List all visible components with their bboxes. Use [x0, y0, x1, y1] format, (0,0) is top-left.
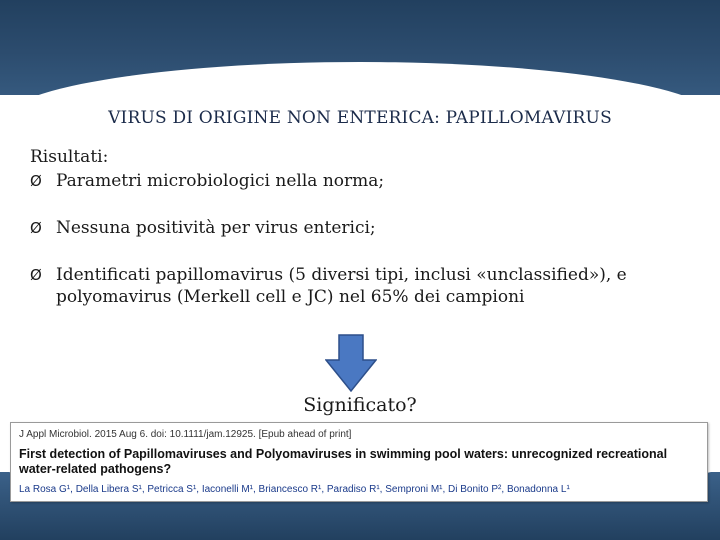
- citation-screenshot: [10, 422, 708, 502]
- citation-title: First detection of Papillomaviruses and Polyomaviruses in swimming pool waters: unrecognized recreational water-related pathogens?: [19, 447, 668, 476]
- arrow-bullet-icon: Ø: [30, 172, 42, 190]
- bullet-text: Nessuna positività per virus enterici;: [56, 218, 376, 238]
- arrow-bullet-icon: Ø: [30, 219, 42, 237]
- bullet-text: Identificati papillomavirus (5 diversi tipi, inclusi «unclassified»), e polyomavirus (Merkell cell e JC) nel 65% dei campioni: [56, 265, 627, 307]
- down-arrow-icon: [325, 334, 377, 392]
- bullet-item: [30, 264, 700, 308]
- citation-journal: J Appl Microbiol. 2015 Aug 6. doi: 10.1111/jam.12925. [Epub ahead of print]: [19, 429, 352, 440]
- bullet-text: Parametri microbiologici nella norma;: [56, 171, 385, 191]
- citation-authors[interactable]: La Rosa G¹, Della Libera S¹, Petricca S¹, Iaconelli M¹, Briancesco R¹, Paradiso R¹, Semproni M¹, Di Bonito P², Bonadonna L¹: [19, 484, 570, 495]
- bullet-item: [30, 170, 700, 192]
- slide-title: VIRUS DI ORIGINE NON ENTERICA: PAPILLOMAVIRUS: [108, 108, 612, 128]
- arrow-bullet-icon: Ø: [30, 266, 42, 284]
- results-label: Risultati:: [30, 147, 109, 167]
- question-text: Significato?: [303, 394, 417, 416]
- slide-content: [30, 146, 700, 308]
- bullet-item: [30, 217, 700, 239]
